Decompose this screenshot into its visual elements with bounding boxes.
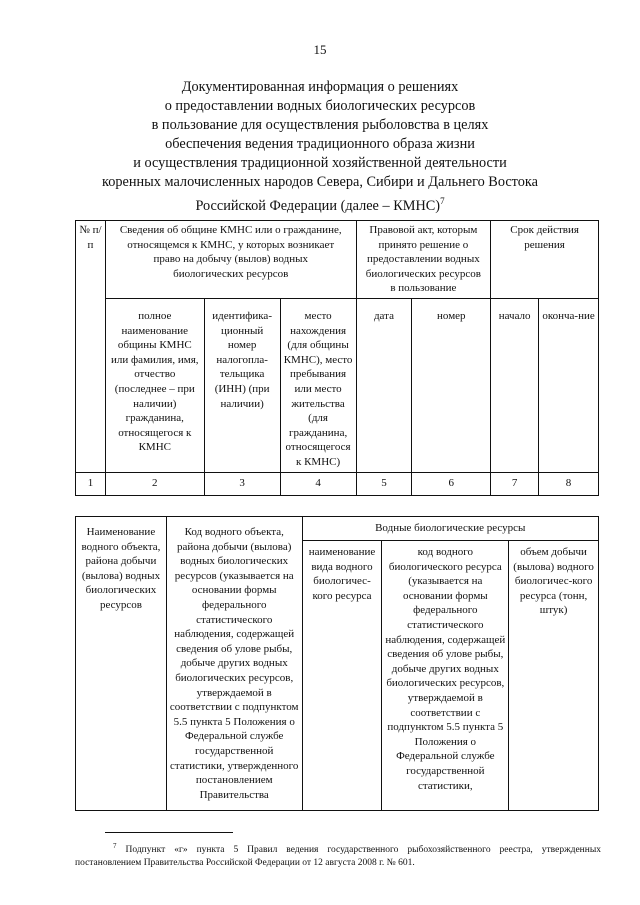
page-number: 15 [313, 42, 327, 57]
title-line: и осуществления традиционной хозяйственной деятельности [133, 155, 507, 171]
subheader-inn: идентифика-ционный номер налогопла-тельщика (ИНН) (при наличии) [204, 299, 280, 473]
footnote-reference: 7 [440, 196, 445, 206]
subheader-resource-name: наименование вида водного биологичес-кого ресурса [302, 541, 382, 811]
title-line [60, 192, 580, 216]
subheader-end: оконча-ние [539, 299, 599, 473]
title-line: Документированная информация о решениях [181, 79, 459, 95]
subheader-location: место нахождения (для общины КМНС), место пребывания или место жительства (для гражданина, относящегося к КМНС) [280, 299, 356, 473]
title-line-text: Российской Федерации (далее – КМНС) [195, 198, 441, 214]
subheader-date: дата [356, 299, 412, 473]
subheader-resource-code: код водного биологического ресурса (указывается на основании формы федерального статистического наблюдения, содержащей сведения об улове рыбы, добыче других водных биологических ресурсов, утверждаемой в соответствии с подпунктом 5.5 пункта 5 Положения о Федеральной службе государственной статистики, [382, 541, 509, 811]
footnote [75, 840, 601, 869]
column-number-cell: 1 [76, 472, 106, 495]
header-community-info: Сведения об общине КМНС или о гражданине, относящемся к КМНС, у которых возникает право на добычу (вылов) водных биологических ресурсов [105, 221, 356, 299]
title-line: о предоставлении водных биологических ресурсов [164, 98, 476, 114]
header-water-object: Наименование водного объекта, района добычи (вылова) водных биологических ресурсов [76, 517, 167, 811]
subheader-act-number: номер [412, 299, 491, 473]
column-number-cell: 2 [105, 472, 204, 495]
column-number-cell: 4 [280, 472, 356, 495]
footnote-text: Подпункт «г» пункта 5 Правил ведения государственного рыбохозяйственного реестра, утвержденных постановлением Правительства Российской Федерации от 12 августа 2008 г. № 601. [75, 845, 601, 868]
title-line: в пользование для осуществления рыболовства в целях [151, 117, 489, 133]
column-number-cell: 5 [356, 472, 412, 495]
water-resources-table [75, 516, 599, 811]
header-decision-term: Срок действия решения [491, 221, 599, 299]
decisions-table [75, 220, 599, 496]
subheader-catch-volume: объем добычи (вылова) водного биологичес-кого ресурса (тонн, штук) [509, 541, 599, 811]
subheader-full-name: полное наименование общины КМНС или фамилия, имя, отчество (последнее – при наличии) гражданина, относящегося к КМНС [105, 299, 204, 473]
footnote-mark: 7 [113, 842, 117, 850]
header-number: № п/п [76, 221, 106, 473]
document-title [60, 78, 580, 216]
column-number-cell: 6 [412, 472, 491, 495]
footnote-separator [105, 832, 233, 833]
column-number-cell: 8 [539, 472, 599, 495]
header-biological-resources: Водные биологические ресурсы [302, 517, 598, 541]
column-number-cell: 7 [491, 472, 539, 495]
title-line: коренных малочисленных народов Севера, Сибири и Дальнего Востока [102, 174, 538, 190]
title-line: обеспечения ведения традиционного образа жизни [165, 136, 475, 152]
header-water-object-code: Код водного объекта, района добычи (вылова) водных биологических ресурсов (указывается на основании формы федерального статистического наблюдения, содержащей сведения об улове рыбы, добыче других водных биологических ресурсов, утверждаемой в соответствии с подпунктом 5.5 пункта 5 Положения о Федеральной службе государственной статистики, утвержденного постановлением Правительства [166, 517, 302, 811]
column-number-cell: 3 [204, 472, 280, 495]
header-legal-act: Правовой акт, которым принято решение о предоставлении водных биологических ресурсов в пользование [356, 221, 491, 299]
subheader-start: начало [491, 299, 539, 473]
